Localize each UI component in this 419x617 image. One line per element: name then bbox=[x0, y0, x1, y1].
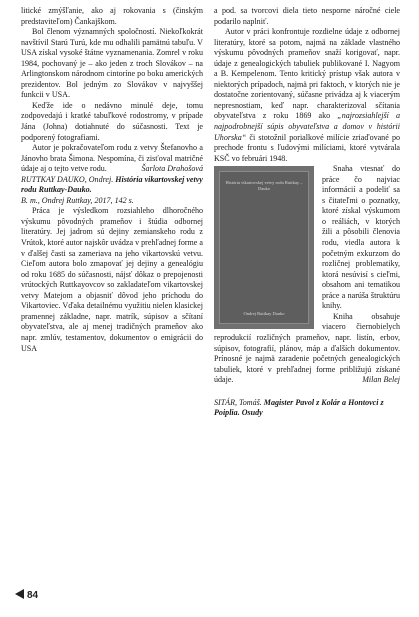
review-title: História vikartovskej vetvy rodu Ruttkay-Dauko. bbox=[21, 174, 203, 195]
paragraph-text: Kniha obsahuje viacero čiernobielych reprodukcií rozličných prameňov, napr. listín, erbov, súpisov, fotografií, plánov, máp a ďalších dokumentov. Prínosné je najmä zaradenie početných genealogických tabuliek, ktoré v prehľadnej forme približujú získané údaje. bbox=[214, 311, 400, 385]
paragraph-text: Autor je pokračovateľom rodu z vetvy Štefanovho a Jánovho brata Šimona. Nespomína, či zisťoval matričné údaje aj o tejto vetve rodu. bbox=[21, 143, 203, 174]
review-signature: Milan Belej bbox=[362, 375, 400, 385]
paragraph: Bol členom významných spoločností. Niekoľkokrát navštívil Starú Turú, kde mu odhalili pamätnú tabuľu. V USA získal vysoké štátne vyznamenania. Zomrel v roku 1984, pochovaný je – ako jeden z troch Slovákov – na Arlingtonskom národnom cintoríne po boku amerických prezidentov. Bol jedným zo Slovákov v najvyššej funkcii v USA. bbox=[21, 27, 203, 100]
book-cover-title: História vikartovskej vetvy rodu Ruttkay – Dauko bbox=[225, 180, 303, 192]
right-column bbox=[214, 6, 400, 419]
paragraph: Práca je výsledkom rozsiahleho dlhoročného výskumu pôvodných prameňov i štúdia odbornej literatúry. Jej jadrom sú dejiny zemianskeho rodu z Vrútok, ktoré autor najskôr uvádza v prehľadnej forme a v ďalšej časti sa zameriava na jeho vikartovskú vetvu. Cieľom autora bolo zmapovať jej dejiny a genealógiu od roku 1685 do súčasnosti, nájsť dôkaz o prepojenosti vrútockých Ruttkayovcov so zakladateľom vikartovskej vetvy Matejom a objasniť dôvod jeho príchodu do Vikartoviec. Vďaka detailnému využitiu nielen klasickej pramennej základne, napr. matrík, súpisov a sčítaní obyvateľstva, ale aj menej tradičných prameňov ako napr. zmlúv, testamentov, dokumentov o emigrácii do USA bbox=[21, 206, 203, 353]
paragraph-text: či stotožnil porialkové milície zriaďované po prechode frontu s ľudovými milíciami, ktoré vytvárala KSČ vo februári 1948. bbox=[214, 132, 400, 163]
book-cover-frame bbox=[219, 171, 309, 324]
page-number: 84 bbox=[27, 590, 39, 601]
quote-text: „najrozsiahlejší a najpodrobnejší súpis obyvateľstva a domov v histórii Uhorska“ bbox=[214, 111, 400, 142]
page-footer bbox=[15, 589, 38, 601]
paragraph: a pod. sa tvorcovi diela tieto nesporne náročné ciele podarilo naplniť. bbox=[214, 6, 400, 26]
paragraph: litické zmýšľanie, ako aj rokovania s (činským predstaviteľom) Čankajškom. bbox=[21, 6, 203, 26]
review-author: SITÁR, Tomáš. bbox=[214, 397, 262, 407]
paragraph: Snaha vtesnať do práce čo najviac informácií a podeliť sa s čitateľmi o poznatky, ktoré získal výskumom o reáliách, v ktorých žili a pôsobili členovia rodu, viedla autora k početným exkurzom do rozličnej problematiky, ktorá nesúvisí s cieľmi, obsahom ani tematikou práce a narúša štruktúru knihy. bbox=[322, 164, 400, 311]
triangle-left-icon bbox=[15, 589, 24, 599]
review-heading bbox=[21, 175, 203, 207]
review-title: Magister Pavol z Kolár a Hontovci z Poiplia. Osudy bbox=[214, 397, 384, 418]
book-cover-author: Ondrej Ruttkay Dauko bbox=[243, 311, 285, 317]
review-heading bbox=[214, 398, 400, 419]
paragraph bbox=[214, 27, 400, 164]
paragraph bbox=[21, 143, 203, 175]
paragraph: Keďže ide o nedávno minulé deje, tomu zodpovedajú i kratké tabuľkové rodostromy, v prípade Jána (Johna) dotiahnuté do súčasnosti. Text je podporený fotografiami. bbox=[21, 100, 203, 142]
left-column bbox=[21, 6, 203, 354]
paragraph-text: Autor v práci konfrontuje rozdielne údaje z odbornej literatúry, ktoré sa potom, najmä na základe vlastného výskumu pôvodných prameňov snaží korigovať, napr. údaje z genealogických tabuliek publikované I. Nagyom a B. Kempelenom. Tento kritický prístup však autora v niektorých prípadoch, najmä pri faktoch, v ktorých nie je dostatočne zorientovaný, súčasne privádza aj k viacerým nepresnostiam, keď napr. charakterizoval sčítania obyvateľstva z roku 1869 ako bbox=[214, 27, 400, 121]
review-author: RUTTKAY DAUKO, Ondrej. bbox=[21, 174, 114, 184]
review-signature: Šarlota Drahošová bbox=[141, 164, 203, 174]
book-cover-image bbox=[214, 166, 314, 329]
review-publication: B. m., Ondrej Ruttkay, 2017, 142 s. bbox=[21, 195, 134, 205]
